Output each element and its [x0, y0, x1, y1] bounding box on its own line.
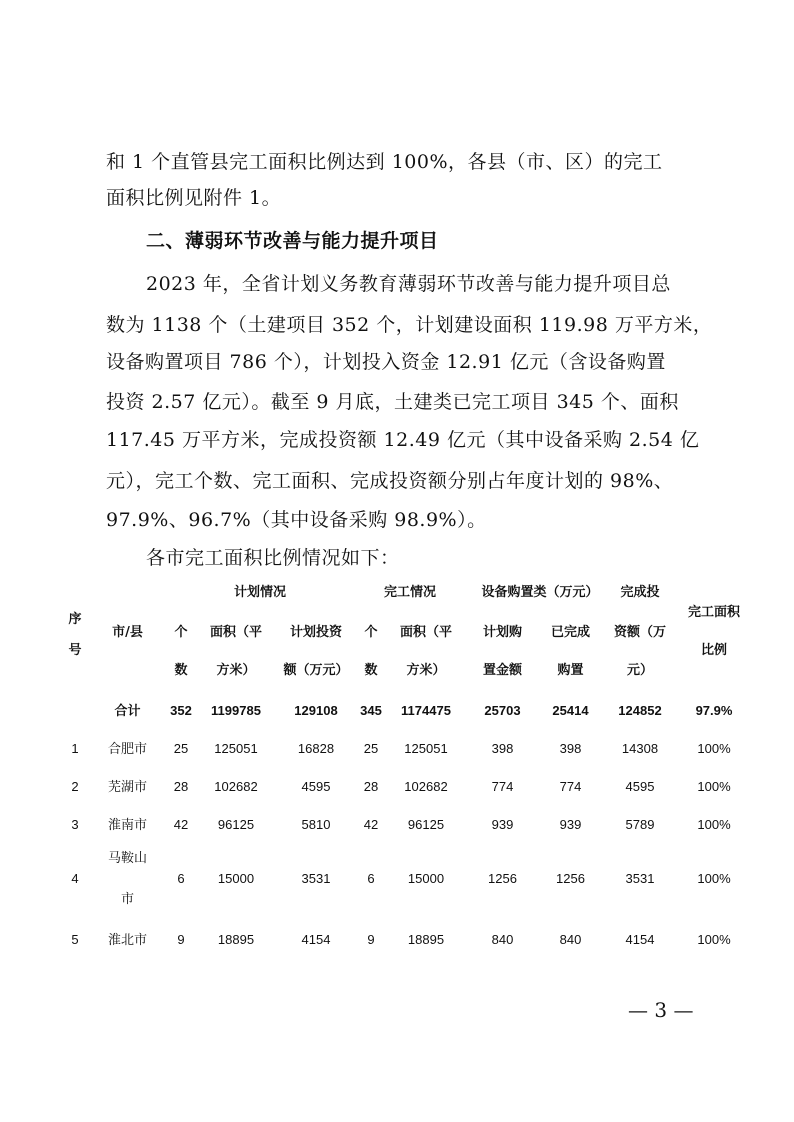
header-done-group: 完工情况	[383, 585, 436, 600]
row-city: 芜湖市	[107, 779, 147, 794]
row-plan-invest: 4154	[301, 932, 331, 947]
row-invest: 4154	[625, 932, 655, 947]
row-city-line2: 市	[120, 891, 134, 906]
row-invest: 3531	[625, 871, 655, 886]
header-equip-group: 设备购置类（万元）	[481, 585, 599, 600]
body-line-10: 各市完工面积比例情况如下：	[146, 547, 400, 569]
row-equip-done: 1256	[556, 871, 585, 886]
header-city: 市/县	[112, 625, 143, 640]
row-plan-count: 9	[177, 932, 185, 947]
header-plan-group: 计划情况	[233, 585, 286, 600]
body-line-4: 数为 1138 个（土建项目 352 个，计划建设面积 119.98 万平方米，	[106, 314, 713, 336]
total-plan-area: 1199785	[211, 703, 261, 718]
header-plan-count-1: 个	[174, 625, 188, 640]
row-city: 合肥市	[107, 741, 147, 756]
page-number: — 3 —	[628, 998, 694, 1022]
row-equip-plan: 840	[491, 932, 514, 947]
row-invest: 14308	[621, 741, 659, 756]
completion-table	[60, 575, 750, 955]
total-plan-invest: 129108	[294, 703, 338, 718]
row-done-area: 125051	[404, 741, 448, 756]
row-plan-count: 42	[173, 817, 189, 832]
row-done-count: 42	[363, 817, 379, 832]
row-seq: 4	[71, 871, 79, 886]
row-ratio: 100%	[697, 932, 731, 947]
header-invest-3: 元）	[626, 663, 653, 678]
total-equip-plan: 25703	[484, 703, 521, 718]
header-invest-2: 资额（万	[613, 625, 666, 640]
row-equip-done: 840	[559, 932, 582, 947]
header-plan-count-2: 数	[174, 663, 188, 678]
body-line-3: 2023 年，全省计划义务教育薄弱环节改善与能力提升项目总	[146, 273, 671, 295]
row-done-area: 96125	[407, 817, 445, 832]
row-plan-count: 6	[177, 871, 185, 886]
row-city: 马鞍山	[107, 850, 147, 865]
row-done-area: 102682	[404, 779, 448, 794]
row-plan-area: 125051	[214, 741, 258, 756]
header-equip-done-2: 购置	[557, 663, 584, 678]
row-equip-plan: 939	[491, 817, 514, 832]
header-plan-invest-1: 计划投资	[289, 625, 342, 640]
row-done-count: 28	[363, 779, 379, 794]
header-equip-plan-1: 计划购	[482, 625, 522, 640]
row-done-area: 18895	[407, 932, 445, 947]
header-done-area-2: 方米）	[406, 663, 446, 678]
row-plan-invest: 4595	[301, 779, 331, 794]
row-plan-count: 25	[173, 741, 189, 756]
total-ratio: 97.9%	[695, 703, 733, 718]
row-done-area: 15000	[407, 871, 445, 886]
header-invest-1: 完成投	[620, 585, 660, 600]
row-plan-invest: 5810	[301, 817, 331, 832]
header-seq-1: 序	[68, 612, 82, 627]
row-city: 淮北市	[107, 932, 147, 947]
body-line-6: 投资 2.57 亿元）。截至 9 月底，土建类已完工项目 345 个、面积	[106, 391, 679, 413]
row-plan-invest: 16828	[297, 741, 335, 756]
row-seq: 3	[71, 817, 79, 832]
header-plan-area-2: 方米）	[216, 663, 256, 678]
row-done-count: 25	[363, 741, 379, 756]
total-done-area: 1174475	[401, 703, 451, 718]
body-line-8: 元），完工个数、完工面积、完成投资额分别占年度计划的 98%、	[106, 470, 674, 492]
row-plan-invest: 3531	[301, 871, 331, 886]
row-seq: 5	[71, 932, 79, 947]
body-line-7: 117.45 万平方米，完成投资额 12.49 亿元（其中设备采购 2.54 亿	[106, 429, 700, 451]
total-equip-done: 25414	[552, 703, 589, 718]
header-done-count-1: 个	[364, 625, 378, 640]
row-plan-area: 18895	[217, 932, 255, 947]
total-plan-count: 352	[170, 703, 192, 718]
row-city: 淮南市	[107, 817, 147, 832]
row-equip-plan: 398	[491, 741, 514, 756]
body-line-1: 和 1 个直管县完工面积比例达到 100%，各县（市、区）的完工	[106, 151, 663, 173]
total-done-count: 345	[360, 703, 382, 718]
row-ratio: 100%	[697, 871, 731, 886]
header-equip-plan-2: 置金额	[482, 663, 522, 678]
header-equip-done-1: 已完成	[550, 625, 590, 640]
header-seq-2: 号	[68, 643, 82, 658]
row-plan-area: 15000	[217, 871, 255, 886]
row-plan-area: 96125	[217, 817, 255, 832]
header-done-area-1: 面积（平	[399, 625, 452, 640]
total-invest: 124852	[618, 703, 662, 718]
row-invest: 5789	[625, 817, 655, 832]
row-done-count: 6	[367, 871, 375, 886]
row-equip-done: 939	[559, 817, 582, 832]
row-plan-area: 102682	[214, 779, 258, 794]
row-ratio: 100%	[697, 817, 731, 832]
header-ratio-1: 完工面积	[687, 605, 740, 620]
row-invest: 4595	[625, 779, 655, 794]
row-ratio: 100%	[697, 779, 731, 794]
row-ratio: 100%	[697, 741, 731, 756]
header-plan-invest-2: 额（万元）	[283, 663, 349, 678]
header-plan-area-1: 面积（平	[209, 625, 262, 640]
row-equip-done: 774	[559, 779, 582, 794]
body-line-9: 97.9%、96.7%（其中设备采购 98.9%）。	[106, 509, 487, 531]
row-seq: 2	[71, 779, 79, 794]
header-done-count-2: 数	[364, 663, 378, 678]
row-equip-plan: 1256	[488, 871, 517, 886]
header-ratio-2: 比例	[700, 643, 727, 658]
row-equip-plan: 774	[491, 779, 514, 794]
row-plan-count: 28	[173, 779, 189, 794]
row-equip-done: 398	[559, 741, 582, 756]
body-line-2: 面积比例见附件 1。	[106, 187, 282, 209]
total-label: 合计	[114, 703, 141, 718]
row-done-count: 9	[367, 932, 375, 947]
section-heading: 二、薄弱环节改善与能力提升项目	[146, 230, 439, 252]
body-line-5: 设备购置项目 786 个），计划投入资金 12.91 亿元（含设备购置	[106, 351, 666, 373]
row-seq: 1	[71, 741, 79, 756]
